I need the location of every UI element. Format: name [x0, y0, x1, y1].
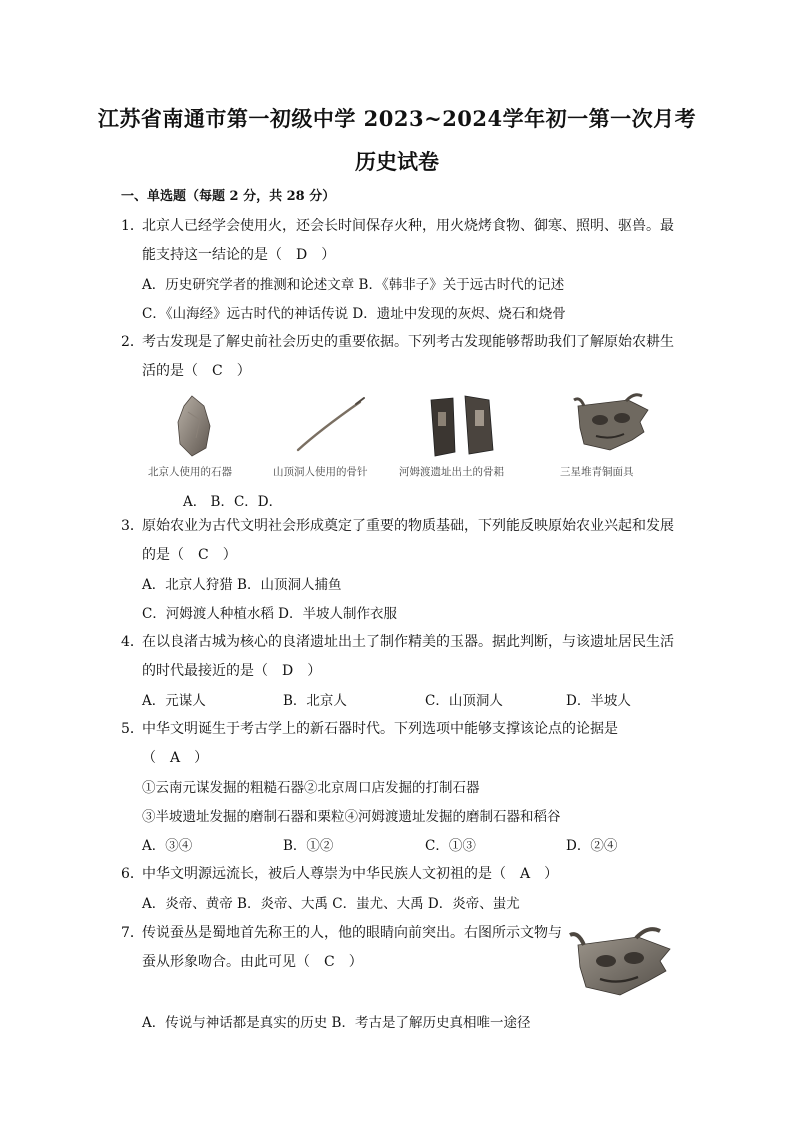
question-4-number: 4．	[121, 634, 144, 650]
question-6-options: A．炎帝、黄帝 B．炎帝、大禹 C．蚩尤、大禹 D．炎帝、蚩尤	[142, 896, 520, 912]
question-7-line-2: 蚕从形象吻合。由此可见（ C ）	[142, 954, 363, 970]
question-1-number: 1．	[121, 218, 144, 234]
question-5-option-c: C．①③	[425, 838, 476, 854]
question-4-line-1: 在以良渚古城为核心的良渚遗址出土了制作精美的玉器。据此判断，与该遗址居民生活	[142, 634, 674, 650]
figure-caption-1: 北京人使用的石器	[148, 466, 232, 478]
question-1-option-row-1: A．历史研究学者的推测和论述文章 B．《韩非子》关于远古时代的记述	[142, 277, 565, 293]
question-4-option-b: B．北京人	[283, 693, 347, 709]
question-5-statement-2: ③半坡遗址发掘的磨制石器和栗粒④河姆渡遗址发掘的磨制石器和稻谷	[142, 809, 561, 825]
question-2-options: A． B．C．D．	[183, 494, 283, 510]
exam-subtitle: 历史试卷	[355, 149, 439, 174]
question-3-option-row-2: C．河姆渡人种植水稻 D．半坡人制作衣服	[142, 606, 397, 622]
figure-caption-3: 河姆渡遗址出土的骨耜	[399, 466, 504, 478]
question-7-line-1: 传说蚕丛是蜀地首先称王的人，他的眼睛向前突出。右图所示文物与	[142, 925, 562, 941]
figure-caption-4: 三星堆青铜面具	[560, 466, 634, 478]
question-5-line-2: （ A ）	[142, 750, 209, 766]
question-4-line-2: 的时代最接近的是（ D ）	[142, 663, 322, 679]
question-5-option-a: A．③④	[142, 838, 193, 854]
question-2-line-2: 活的是（ C ）	[142, 363, 251, 379]
question-1-line-2: 能支持这一结论的是（ D ）	[142, 247, 336, 263]
question-5-number: 5．	[121, 721, 144, 737]
section-heading: 一、单选题（每题 2 分，共 28 分）	[121, 189, 336, 204]
figure-caption-2: 山顶洞人使用的骨针	[273, 466, 368, 478]
question-3-number: 3．	[121, 518, 144, 534]
question-2-number: 2．	[121, 334, 144, 350]
question-4-option-c: C．山顶洞人	[425, 693, 503, 709]
question-5-line-1: 中华文明诞生于考古学上的新石器时代。下列选项中能够支撑该论点的论据是	[142, 721, 618, 737]
question-5-option-b: B．①②	[283, 838, 334, 854]
question-5-statement-1: ①云南元谋发掘的粗糙石器②北京周口店发掘的打制石器	[142, 780, 480, 796]
question-1-line-1: 北京人已经学会使用火，还会长时间保存火种，用火烧烤食物、御寒、照明、驱兽。最	[142, 218, 674, 234]
question-3-option-row-1: A．北京人狩猎 B．山顶洞人捕鱼	[142, 577, 342, 593]
question-3-line-1: 原始农业为古代文明社会形成奠定了重要的物质基础，下列能反映原始农业兴起和发展	[142, 518, 674, 534]
question-7-options: A．传说与神话都是真实的历史 B．考古是了解历史真相唯一途径	[142, 1015, 531, 1031]
exam-title: 江苏省南通市第一初级中学 2023~2024学年初一第一次月考	[97, 106, 697, 131]
question-5-option-d: D．②④	[566, 838, 618, 854]
question-4-option-a: A．元谋人	[142, 693, 206, 709]
question-6-number: 6．	[121, 866, 144, 882]
question-4-option-d: D．半坡人	[566, 693, 631, 709]
question-1-option-row-2: C．《山海经》远古时代的神话传说 D．遗址中发现的灰烬、烧石和烧骨	[142, 306, 566, 322]
question-3-line-2: 的是（ C ）	[142, 547, 237, 563]
bronze-mask-artifact-image	[568, 925, 680, 1003]
question-6-line-1: 中华文明源远流长，被后人尊崇为中华民族人文初祖的是（ A ）	[142, 866, 559, 882]
question-2-line-1: 考古发现是了解史前社会历史的重要依据。下列考古发现能够帮助我们了解原始农耕生	[142, 334, 674, 350]
question-7-number: 7．	[121, 925, 144, 941]
